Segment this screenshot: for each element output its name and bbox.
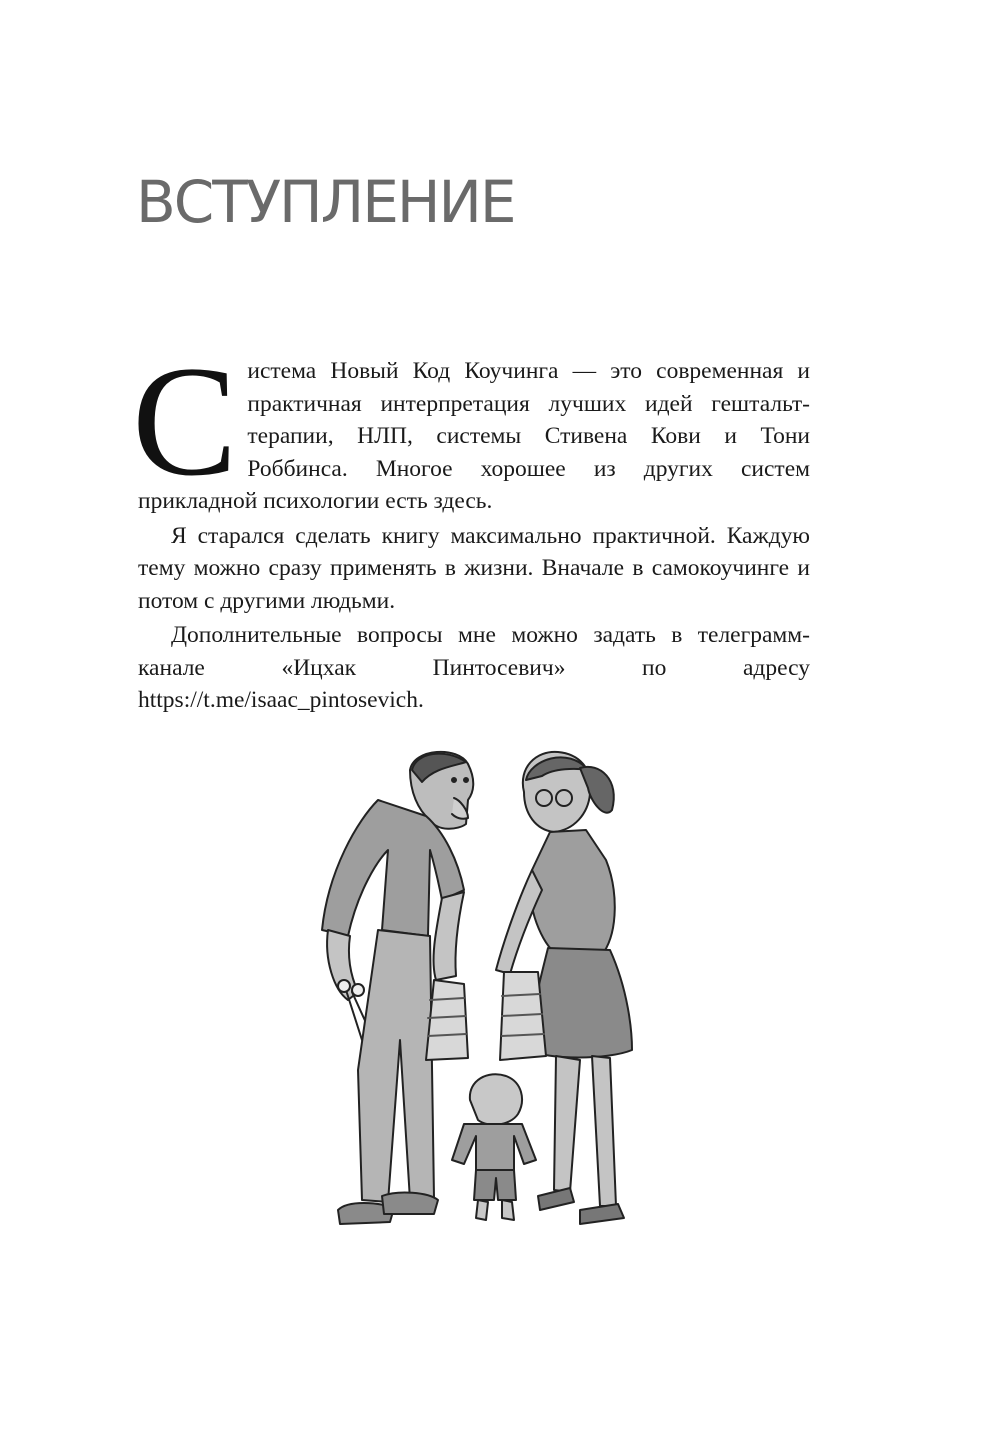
paragraph-1-text: истема Новый Код Коучинга — это современная и практичная интерпретация лучших идей гештальт-терапии, НЛП, системы Стивена Кови и Тони Роббинса. Многое хорошее из других систем прикладной психологии есть здесь. (138, 358, 810, 514)
child-figure (452, 1074, 536, 1220)
paragraph-3: Дополнительные вопросы мне можно задать в телеграмм-канале «Ицхак Пинтосевич» по адресу https://t.me/isaac_pintosevich. (138, 622, 810, 713)
family-illustration (318, 740, 658, 1260)
intro-text (132, 334, 810, 717)
chapter-title: ВСТУПЛЕНИЕ (136, 168, 515, 236)
paragraph-2: Я старался сделать книгу максимально практичной. Каждую тему можно сразу применять в жизни. Вначале в самокоучинге и потом с другими людьми. (138, 522, 810, 614)
paragraph-1 (132, 334, 810, 518)
drop-cap: С (132, 334, 238, 509)
family-paper-cutout-illustration-icon (318, 740, 658, 1260)
